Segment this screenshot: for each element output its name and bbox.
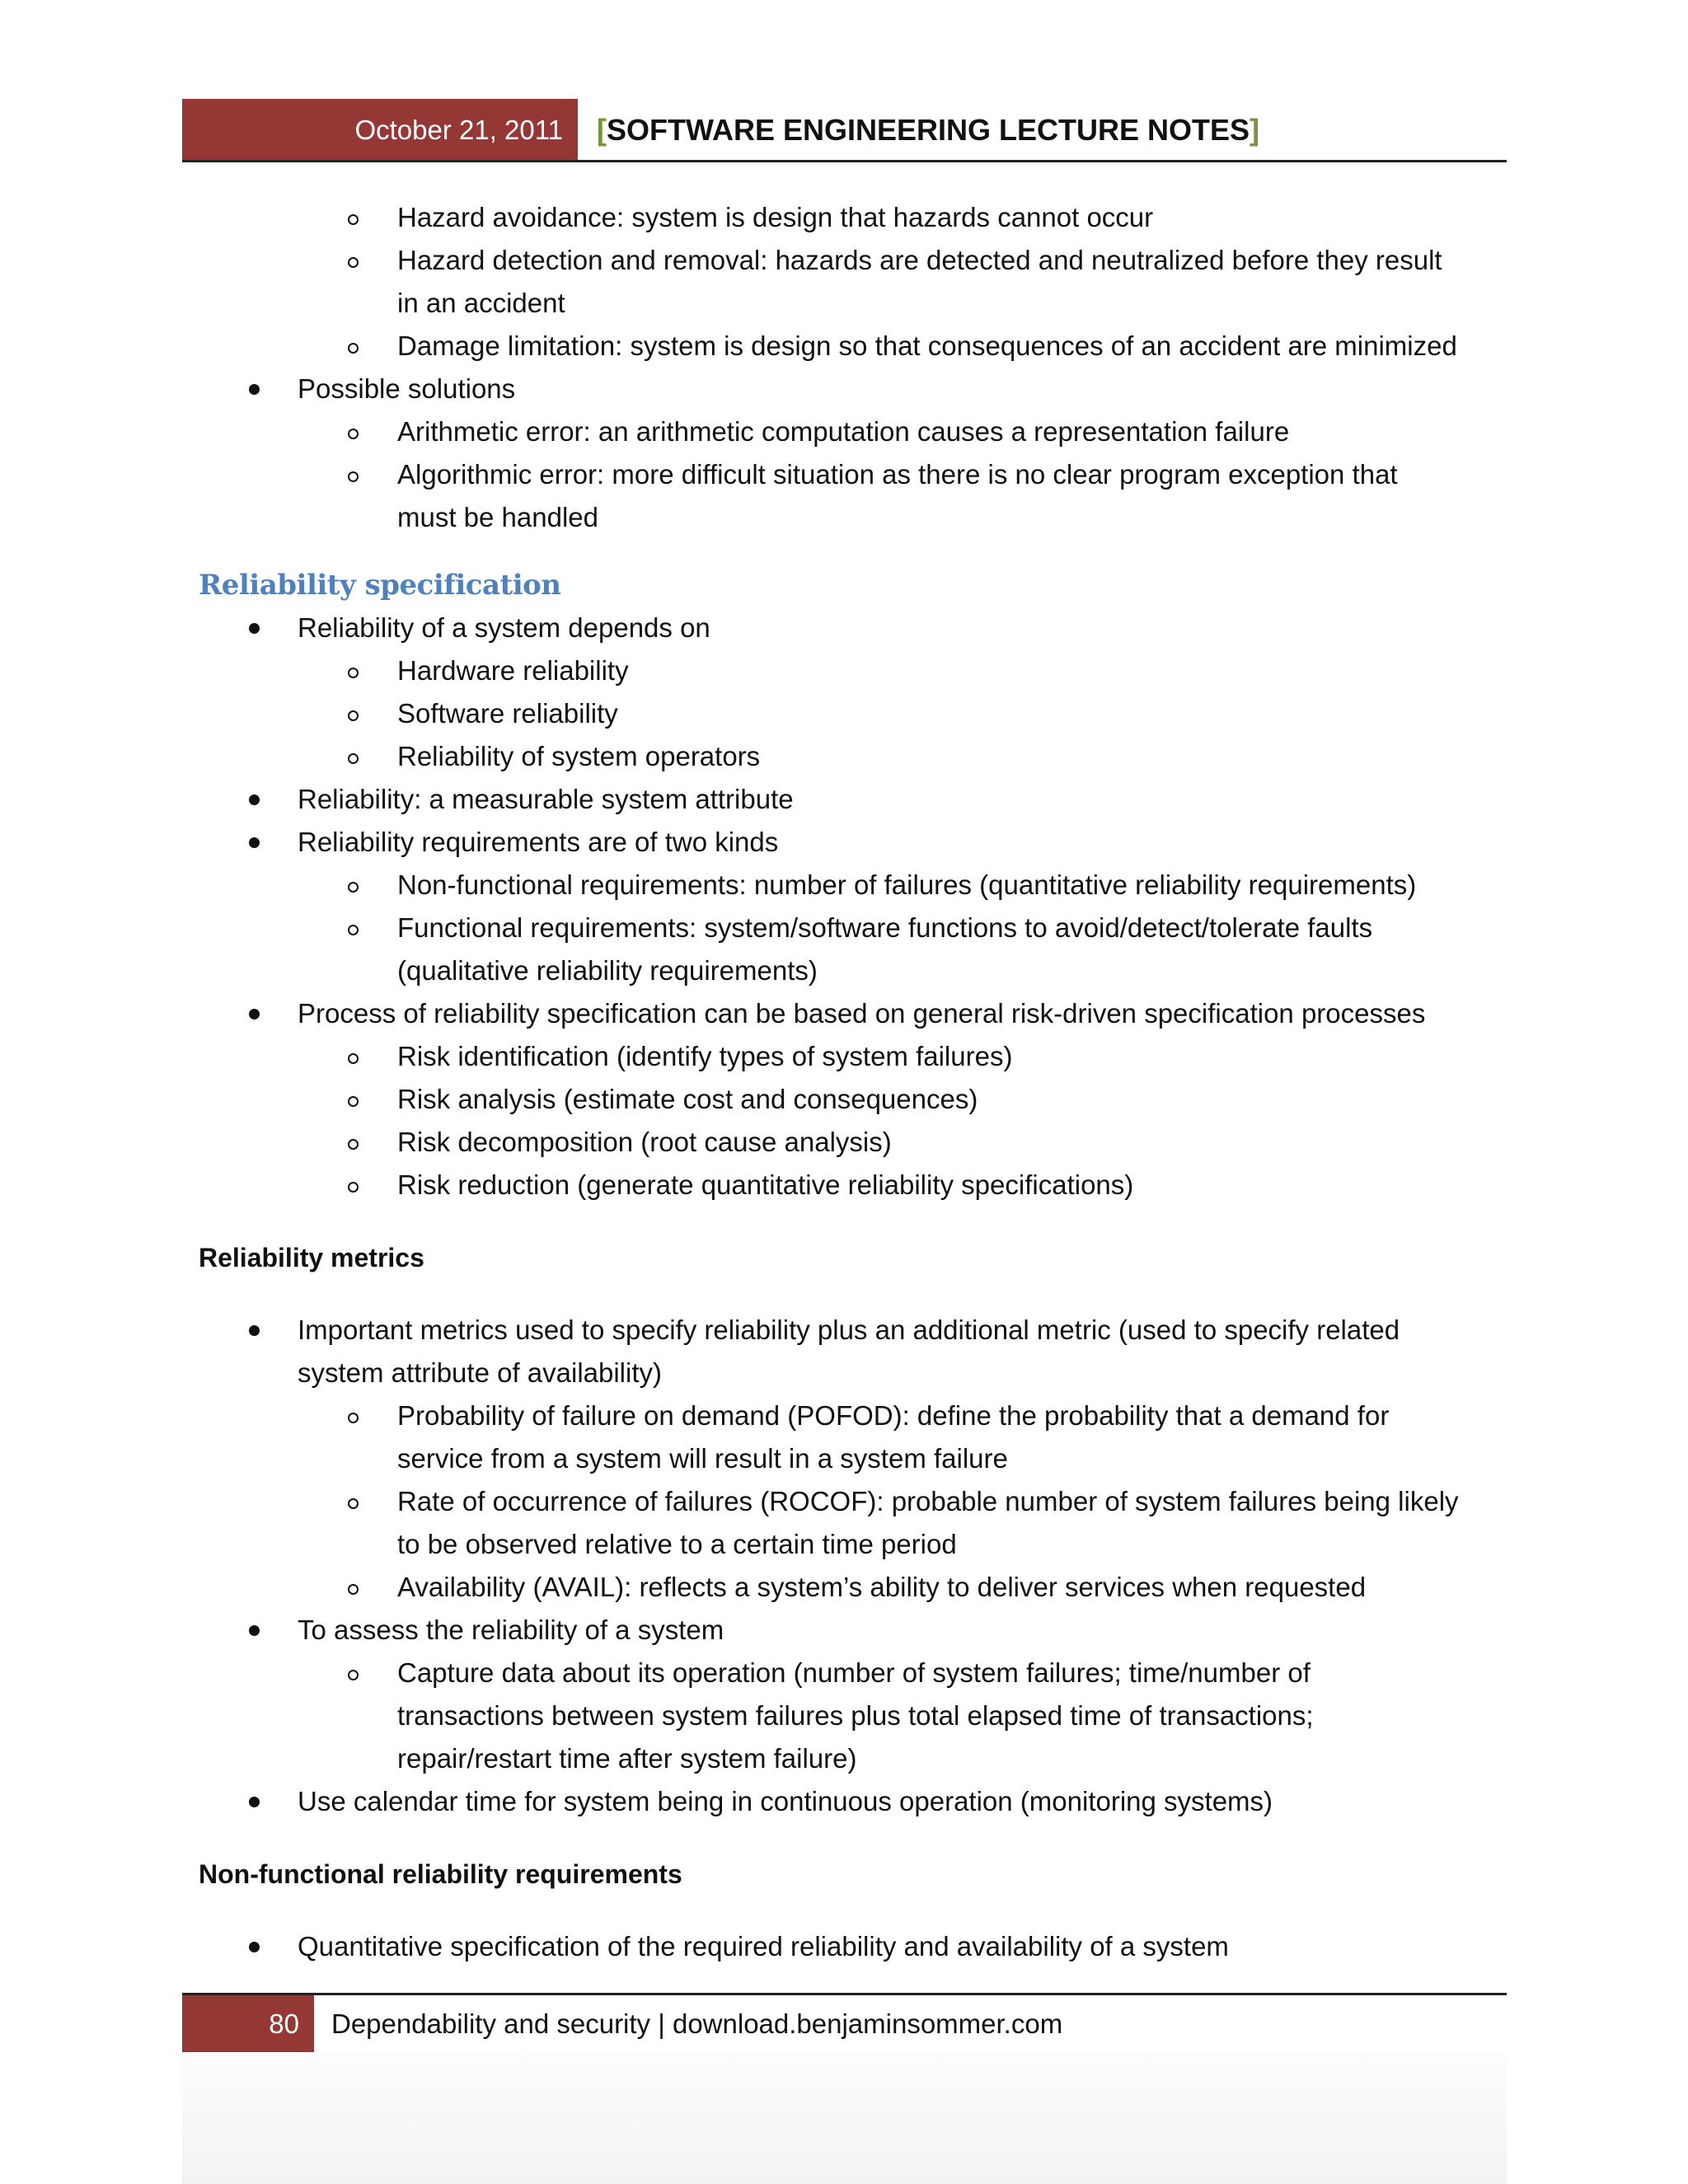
list-item-continuation <box>0 1523 1688 1566</box>
list-item <box>0 1566 1688 1609</box>
list-item-text: Damage limitation: system is design so that consequences of an accident are minimized <box>397 330 1457 361</box>
circle-bullet-icon <box>348 1413 359 1423</box>
list-item <box>0 239 1688 282</box>
circle-bullet-icon <box>348 925 359 935</box>
list-item <box>0 1652 1688 1694</box>
list-item <box>0 1925 1688 1968</box>
list-item-text: Hazard avoidance: system is design that hazards cannot occur <box>397 202 1154 232</box>
heading-reliability-specification: Reliability specification <box>199 569 561 602</box>
circle-bullet-icon <box>348 668 359 678</box>
list-item-continuation <box>0 1352 1688 1394</box>
list-item <box>0 1780 1688 1823</box>
bullet-icon <box>249 1009 260 1019</box>
list-item-continuation <box>0 1694 1688 1737</box>
list-item-text: To assess the reliability of a system <box>298 1615 724 1645</box>
circle-bullet-icon <box>348 1053 359 1064</box>
list-item-text: must be handled <box>397 502 599 532</box>
list-item <box>0 607 1688 649</box>
list-item-text: Capture data about its operation (number of system failures; time/number of <box>397 1657 1311 1688</box>
list-item-text: Hardware reliability <box>397 655 629 686</box>
list-item-text: service from a system will result in a system failure <box>397 1443 1008 1474</box>
circle-bullet-icon <box>348 1498 359 1509</box>
list-item-text: Hazard detection and removal: hazards are detected and neutralized before they result <box>397 245 1442 275</box>
list-item-text: in an accident <box>397 288 565 318</box>
list-item-text: Reliability requirements are of two kinds <box>298 827 779 857</box>
list-item <box>0 410 1688 453</box>
list-item <box>0 821 1688 864</box>
heading-nonfunctional-reliability: Non-functional reliability requirements <box>199 1859 682 1889</box>
circle-bullet-icon <box>348 1139 359 1150</box>
list-item <box>0 1121 1688 1164</box>
list-item <box>0 1394 1688 1437</box>
list-item-text: Process of reliability specification can be based on general risk-driven specification processes <box>298 998 1426 1029</box>
list-item-text: Probability of failure on demand (POFOD): define the probability that a demand for <box>397 1400 1390 1431</box>
circle-bullet-icon <box>348 710 359 721</box>
list-item <box>0 1309 1688 1352</box>
page-number: 80 <box>182 1995 314 2052</box>
list-item-text: Rate of occurrence of failures (ROCOF): probable number of system failures being likely <box>397 1486 1459 1516</box>
header-title-block <box>597 99 1259 162</box>
page-shadow <box>182 2052 1507 2184</box>
list-item-text: transactions between system failures plus total elapsed time of transactions; <box>397 1700 1314 1731</box>
list-item-text: Possible solutions <box>298 373 516 404</box>
list-item-text: Risk analysis (estimate cost and consequences) <box>397 1084 978 1114</box>
heading-reliability-metrics: Reliability metrics <box>199 1243 424 1272</box>
list-item <box>0 992 1688 1035</box>
list-item-text: Risk identification (identify types of system failures) <box>397 1041 1013 1071</box>
circle-bullet-icon <box>348 753 359 764</box>
list-item <box>0 1164 1688 1207</box>
circle-bullet-icon <box>348 429 359 439</box>
list-item-text: system attribute of availability) <box>298 1357 663 1388</box>
bullet-icon <box>249 1942 260 1952</box>
list-item <box>0 692 1688 735</box>
circle-bullet-icon <box>348 1096 359 1107</box>
list-item-text: Use calendar time for system being in continuous operation (monitoring systems) <box>298 1786 1273 1816</box>
list-item-text: Software reliability <box>397 698 618 729</box>
bullet-icon <box>249 384 260 395</box>
list-item-text: Algorithmic error: more difficult situation as there is no clear program exception that <box>397 459 1398 490</box>
section-heading <box>0 1236 1688 1279</box>
list-item <box>0 196 1688 239</box>
bullet-icon <box>249 1325 260 1336</box>
list-item-text: Arithmetic error: an arithmetic computation causes a representation failure <box>397 416 1290 447</box>
list-item <box>0 778 1688 821</box>
list-item <box>0 907 1688 949</box>
bullet-icon <box>249 623 260 634</box>
section-heading <box>0 564 1688 607</box>
list-item <box>0 864 1688 907</box>
list-item-text: Important metrics used to specify reliability plus an additional metric (used to specify related <box>298 1315 1400 1345</box>
list-item-text: Reliability of system operators <box>397 741 761 771</box>
list-item-text: Functional requirements: system/software functions to avoid/detect/tolerate faults <box>397 912 1373 943</box>
header-rule <box>182 160 1507 162</box>
list-item-text: to be observed relative to a certain time period <box>397 1529 957 1559</box>
header-date: October 21, 2011 <box>182 99 578 162</box>
list-item-continuation <box>0 1437 1688 1480</box>
list-item-text: Risk decomposition (root cause analysis) <box>397 1127 892 1157</box>
circle-bullet-icon <box>348 343 359 354</box>
list-item-text: Availability (AVAIL): reflects a system’s ability to deliver services when requested <box>397 1572 1367 1602</box>
circle-bullet-icon <box>348 1670 359 1680</box>
list-item <box>0 453 1688 496</box>
list-item <box>0 1480 1688 1523</box>
circle-bullet-icon <box>348 882 359 893</box>
list-item-text: Reliability of a system depends on <box>298 612 710 643</box>
circle-bullet-icon <box>348 1182 359 1193</box>
bullet-icon <box>249 1797 260 1807</box>
list-item <box>0 368 1688 410</box>
page-footer <box>182 1993 1507 2052</box>
list-item <box>0 735 1688 778</box>
list-item-text: (qualitative reliability requirements) <box>397 955 818 986</box>
footer-text: Dependability and security | download.benjaminsommer.com <box>331 2008 1063 2039</box>
list-item-continuation <box>0 282 1688 325</box>
list-item-continuation <box>0 949 1688 992</box>
list-item-text: Non-functional requirements: number of failures (quantitative reliability requirements) <box>397 869 1417 900</box>
circle-bullet-icon <box>348 1584 359 1595</box>
list-item-text: Reliability: a measurable system attribute <box>298 784 794 814</box>
bullet-icon <box>249 837 260 848</box>
list-item <box>0 649 1688 692</box>
list-item <box>0 325 1688 368</box>
list-item-continuation <box>0 496 1688 539</box>
circle-bullet-icon <box>348 257 359 268</box>
header-bracket-close: ] <box>1250 113 1260 147</box>
list-item <box>0 1035 1688 1078</box>
circle-bullet-icon <box>348 214 359 225</box>
list-item <box>0 1078 1688 1121</box>
list-item <box>0 1609 1688 1652</box>
list-item-text: Quantitative specification of the required reliability and availability of a system <box>298 1931 1229 1961</box>
bullet-icon <box>249 794 260 805</box>
page-header <box>182 99 1507 162</box>
header-bracket-open: [ <box>597 113 607 147</box>
section-heading <box>0 1853 1688 1896</box>
header-title: SOFTWARE ENGINEERING LECTURE NOTES <box>607 113 1250 147</box>
bullet-icon <box>249 1625 260 1636</box>
circle-bullet-icon <box>348 471 359 482</box>
list-item-continuation <box>0 1737 1688 1780</box>
list-item-text: Risk reduction (generate quantitative reliability specifications) <box>397 1169 1134 1200</box>
list-item-text: repair/restart time after system failure) <box>397 1743 857 1774</box>
